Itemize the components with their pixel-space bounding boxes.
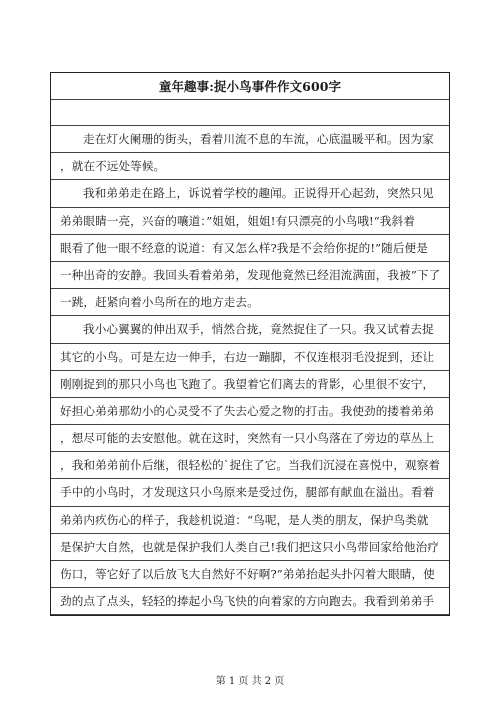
paragraph-line: 一跳，赶紧向着小鸟所在的地方走去。: [51, 289, 449, 316]
paragraph-line: ，我和弟弟前仆后继，很轻松的`捉住了它。当我们沉浸在喜悦中，观察着: [51, 452, 449, 479]
document-title: 童年趣事:捉小鸟事件作文600字: [51, 73, 449, 100]
paragraph-line: 弟弟眼睛一亮，兴奋的嚷道：”姐姐，姐姐!有只漂亮的小鸟哦!“我斜着: [51, 208, 449, 235]
paragraph-line: 弟弟内疚伤心的样子，我趁机说道：“鸟呢，是人类的朋友，保护鸟类就: [51, 507, 449, 534]
paragraph-line: 好担心弟弟那幼小的心灵受不了失去心爱之物的打击。我使劲的搂着弟弟: [51, 398, 449, 425]
paragraph-line: 眼看了他一眼不经意的说道：有又怎么样?我是不会给你捉的!”随后便是: [51, 235, 449, 262]
paragraph-line: 伤口，等它好了以后放飞大自然好不好啊?”弟弟抬起头扑闪着大眼睛，使: [51, 561, 449, 588]
paragraph-line: 一种出奇的安静。我回头看着弟弟，发现他竟然已经泪流满面，我被”下了: [51, 262, 449, 289]
paragraph-line: 劲的点了点头，轻轻的捧起小鸟飞快的向着家的方向跑去。我看到弟弟手: [51, 588, 449, 615]
paragraph-line: 我和弟弟走在路上，诉说着学校的趣闻。正说得开心起劲，突然只见: [51, 180, 449, 207]
paragraph-line: ，就在不远处等候。: [51, 153, 449, 180]
blank-row: [51, 100, 449, 126]
paragraph-line: 刚刚捉到的那只小鸟也飞跑了。我望着它们离去的背影，心里很不安宁，: [51, 371, 449, 398]
essay-sheet: [50, 72, 450, 616]
paragraph-line: 是保护大自然，也就是保护我们人类自己!我们把这只小鸟带回家给他治疗: [51, 534, 449, 561]
paragraph-line: 其它的小鸟。可是左边一伸手，右边一蹦脚，不仅连根羽毛没捉到，还让: [51, 344, 449, 371]
paragraph-line: 我小心翼翼的伸出双手，悄然合拢，竟然捉住了一只。我又试着去捉: [51, 316, 449, 343]
paragraph-line: ，想尽可能的去安慰他。就在这时，突然有一只小鸟落在了旁边的草丛上: [51, 425, 449, 452]
paragraph-line: 手中的小鸟时，才发现这只小鸟原来是受过伤，腿部有献血在溢出。看着: [51, 479, 449, 506]
page-footer: 第 1 页 共 2 页: [215, 676, 285, 687]
paragraph-line: 走在灯火阑珊的街头，看着川流不息的车流，心底温暖平和。因为家: [51, 126, 449, 153]
